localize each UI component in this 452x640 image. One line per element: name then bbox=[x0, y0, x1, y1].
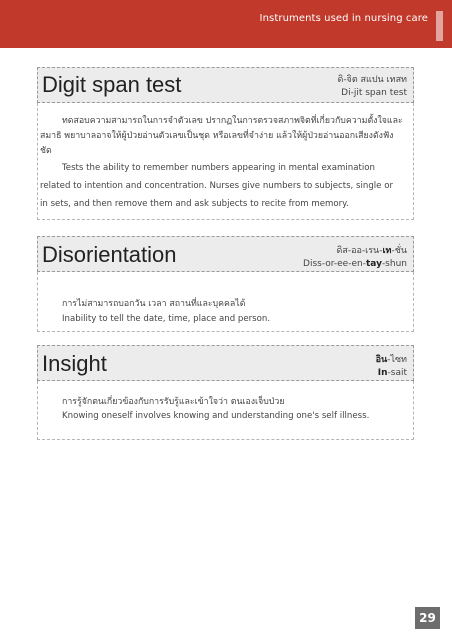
definition-thai-line: ทดสอบความสามารถในการจำตัวเลข ปรากฏในการตรวจสภาพจิตที่เกี่ยวกับความตั้งใจและ bbox=[62, 116, 403, 126]
definition-box bbox=[37, 272, 414, 332]
glossary-entry-digit-span-test bbox=[37, 67, 414, 220]
pronunciation-thai: ดิ-จิต สแปน เทสท bbox=[337, 75, 407, 85]
pronunciation-thai: อิน-ไซท bbox=[375, 355, 407, 365]
pronunciation-english: Di-jit span test bbox=[341, 88, 407, 98]
glossary-entry-insight bbox=[37, 345, 414, 440]
pronunciation-english: Diss-or-ee-en-tay-shun bbox=[303, 259, 407, 269]
definition-thai-line: ชัด bbox=[40, 146, 52, 156]
definition-box bbox=[37, 381, 414, 440]
term-title: Insight bbox=[42, 351, 107, 376]
term-box bbox=[37, 236, 414, 272]
definition-thai-line: สมาธิ พยาบาลอาจให้ผู้ป่วยอ่านตัวเลขเป็นชุด หรือเลขที่จำง่าย แล้วให้ผู้ป่วยอ่านออกเสียงดังฟัง bbox=[40, 131, 394, 141]
term-title: Disorientation bbox=[42, 242, 177, 267]
definition-thai-line: การไม่สามารถบอกวัน เวลา สถานที่และบุคคลได้ bbox=[62, 299, 246, 309]
term-box bbox=[37, 67, 414, 103]
glossary-entry-disorientation bbox=[37, 236, 414, 324]
definition-thai-line: การรู้จักตนเกี่ยวข้องกับการรับรู้และเข้าใจว่า ตนเองเจ็บป่วย bbox=[62, 397, 285, 407]
definition-english-line: Inability to tell the date, time, place and person. bbox=[62, 314, 271, 324]
pronunciation-thai: ดิส-ออ-เรน-เท-ชั่น bbox=[336, 246, 407, 256]
term-title: Digit span test bbox=[42, 72, 182, 97]
page-number: 29 bbox=[415, 607, 440, 629]
definition-english-line: Tests the ability to remember numbers appearing in mental examination bbox=[62, 163, 375, 173]
header-band bbox=[0, 0, 452, 48]
header-title: Instruments used in nursing care bbox=[259, 13, 428, 24]
definition-english-line: Knowing oneself involves knowing and understanding one's self illness. bbox=[62, 411, 370, 421]
term-box bbox=[37, 345, 414, 381]
definition-english-line: in sets, and then remove them and ask subjects to recite from memory. bbox=[40, 199, 349, 209]
definition-box bbox=[37, 103, 414, 220]
pronunciation-english: In-sait bbox=[377, 368, 407, 378]
header-tab-marker bbox=[436, 11, 443, 41]
definition-english-line: related to intention and concentration. Nurses give numbers to subjects, single or bbox=[40, 181, 393, 191]
